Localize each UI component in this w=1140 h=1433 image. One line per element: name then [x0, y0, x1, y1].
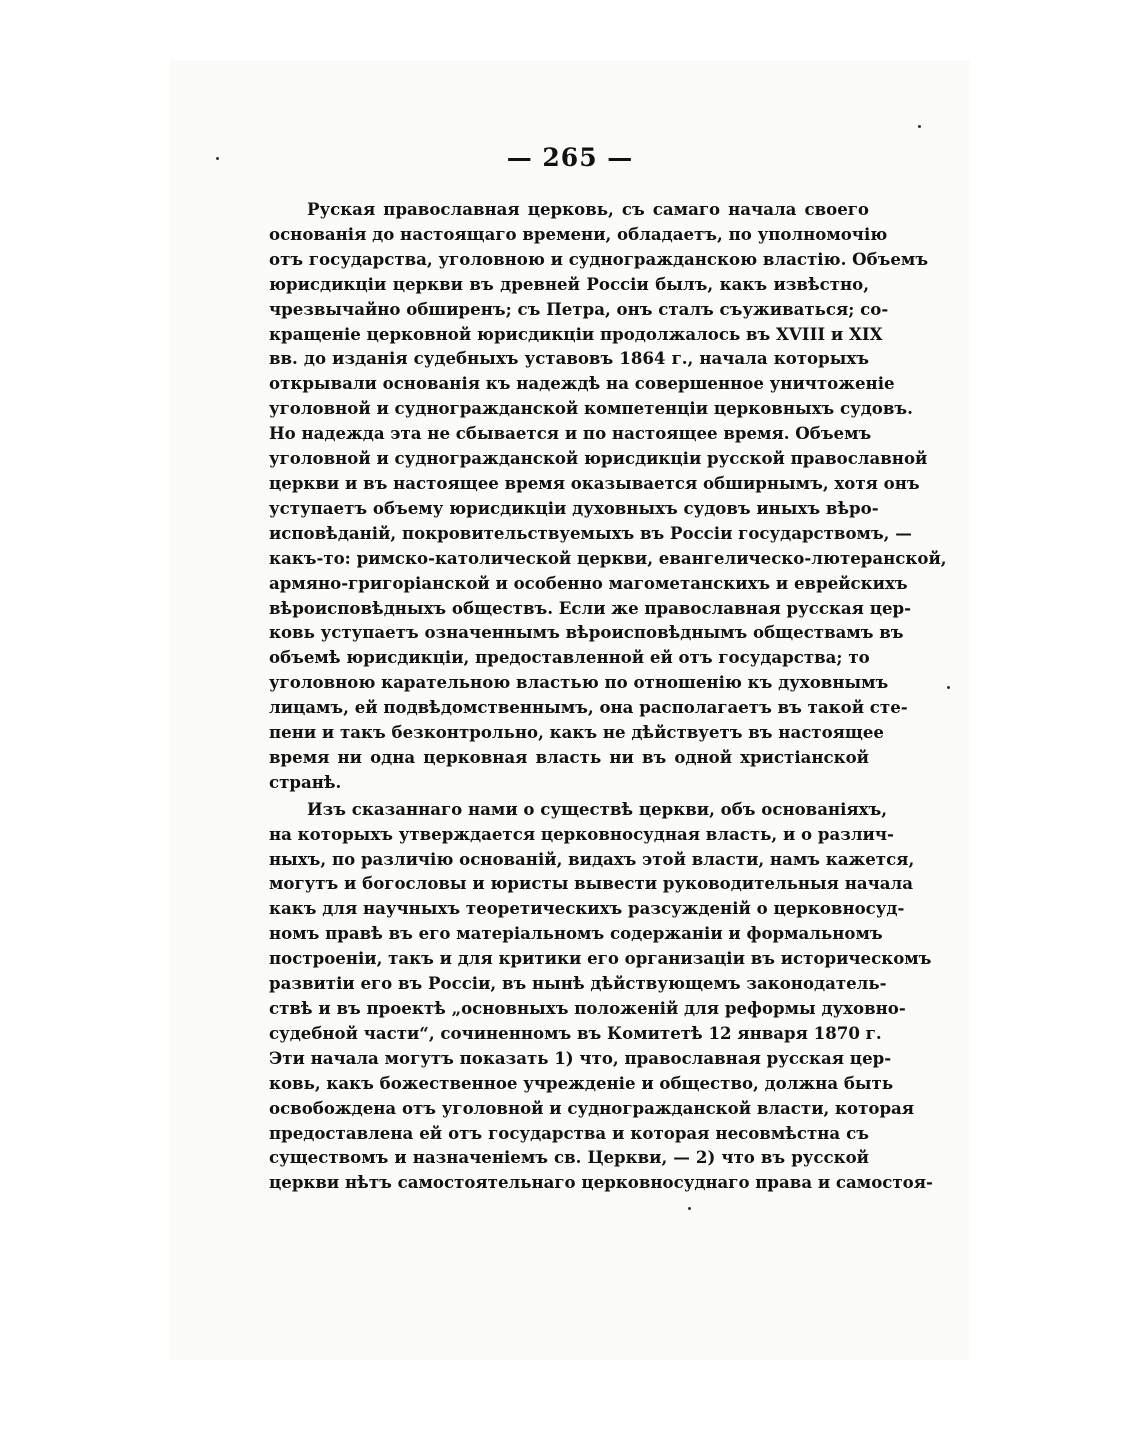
- print-speck: [216, 157, 219, 160]
- text-line: лицамъ, ей подвѣдомственнымъ, она располагаетъ въ такой сте-: [269, 697, 908, 718]
- text-line: уголовною карательною властью по отношенію къ духовнымъ: [269, 672, 889, 693]
- text-line: на которыхъ утверждается церковносудная власть, и о различ-: [269, 823, 894, 844]
- text-line: номъ правѣ въ его матеріальномъ содержаніи и формальномъ: [269, 923, 883, 944]
- body-text: [269, 197, 947, 1197]
- text-line: освобождена отъ уголовной и судногражданской власти, которая: [269, 1097, 915, 1118]
- text-line: чрезвычайно обширенъ; съ Петра, онъ сталъ съуживаться; со-: [269, 298, 889, 319]
- text-line: ствѣ и въ проектѣ „основныхъ положеній для реформы духовно-: [269, 998, 906, 1018]
- text-line: открывали основанія къ надеждѣ на совершенное уничтоженіе: [269, 373, 895, 394]
- print-speck: [918, 125, 921, 128]
- print-speck: [947, 686, 950, 689]
- paragraph-2: [269, 797, 933, 1196]
- text-line: какъ-то: римско-католической церкви, евангелическо-лютеранской,: [269, 547, 947, 568]
- text-line: вѣроисповѣдныхъ обществъ. Если же православная русская цер-: [269, 597, 912, 618]
- text-line: ковь, какъ божественное учрежденіе и общество, должна быть: [269, 1072, 894, 1093]
- text-line: церкви нѣтъ самостоятельнаго церковносуднаго права и самостоя-: [269, 1172, 933, 1193]
- text-line: вв. до изданія судебныхъ уставовъ 1864 г., начала которыхъ: [269, 348, 869, 369]
- text-line: предоставлена ей отъ государства и которая несовмѣстна съ: [269, 1122, 869, 1143]
- text-line: уголовной и судногражданской компетенціи церковныхъ судовъ.: [269, 398, 913, 419]
- text-line: отъ государства, уголовною и судногражданскою властію. Объемъ: [269, 248, 929, 269]
- text-line: уступаетъ объему юрисдикціи духовныхъ судовъ иныхъ вѣро-: [269, 497, 879, 518]
- text-line: построеніи, такъ и для критики его организаціи въ историческомъ: [269, 948, 932, 969]
- text-line: странѣ.: [269, 771, 342, 792]
- text-line: основанія до настоящаго времени, обладаетъ, по уполномочію: [269, 223, 888, 244]
- text-line: юрисдикціи церкви въ древней Россіи былъ, какъ извѣстно,: [269, 273, 869, 294]
- text-line: ковь уступаетъ означеннымъ вѣроисповѣднымъ обществамъ въ: [269, 622, 904, 643]
- text-line: армяно-григоріанской и особенно магометанскихъ и еврейскихъ: [269, 572, 908, 593]
- text-line: кращеніе церковной юрисдикціи продолжалось въ XVIII и XIX: [269, 323, 883, 344]
- page-number: — 265 —: [506, 143, 634, 172]
- text-line: какъ для научныхъ теоретическихъ разсужденій о церковносуд-: [269, 898, 905, 919]
- text-line: Но надежда эта не сбывается и по настоящее время. Объемъ: [269, 423, 872, 444]
- text-line: судебной части“, сочиненномъ въ Комитетѣ 12 января 1870 г.: [269, 1022, 882, 1043]
- text-line: развитіи его въ Россіи, въ нынѣ дѣйствующемъ законодатель-: [269, 973, 887, 994]
- text-line: могутъ и богословы и юристы вывести руководительныя начала: [269, 873, 913, 894]
- print-speck: [688, 1207, 691, 1210]
- text-line: Эти начала могутъ показать 1) что, православная русская цер-: [269, 1047, 892, 1068]
- text-line: Изъ сказаннаго нами о существѣ церкви, объ основаніяхъ,: [307, 798, 888, 819]
- text-line: уголовной и судногражданской юрисдикціи русской православной: [269, 448, 928, 469]
- text-line: существомъ и назначеніемъ св. Церкви, — 2) что въ русской: [269, 1147, 869, 1168]
- text-line: время ни одна церковная власть ни въ одной христіанской: [269, 746, 869, 767]
- text-line: пени и такъ безконтрольно, какъ не дѣйствуетъ въ настоящее: [269, 722, 884, 743]
- text-line: объемѣ юрисдикціи, предоставленной ей отъ государства; то: [269, 647, 870, 668]
- text-line: церкви и въ настоящее время оказывается обширнымъ, хотя онъ: [269, 472, 920, 493]
- text-line: Руская православная церковь, съ самаго начала своего: [307, 199, 869, 219]
- text-line: исповѣданій, покровительствуемыхъ въ Россіи государствомъ, —: [269, 522, 912, 543]
- paragraph-1: [269, 197, 947, 795]
- text-line: ныхъ, по различію основаній, видахъ этой власти, намъ кажется,: [269, 848, 915, 869]
